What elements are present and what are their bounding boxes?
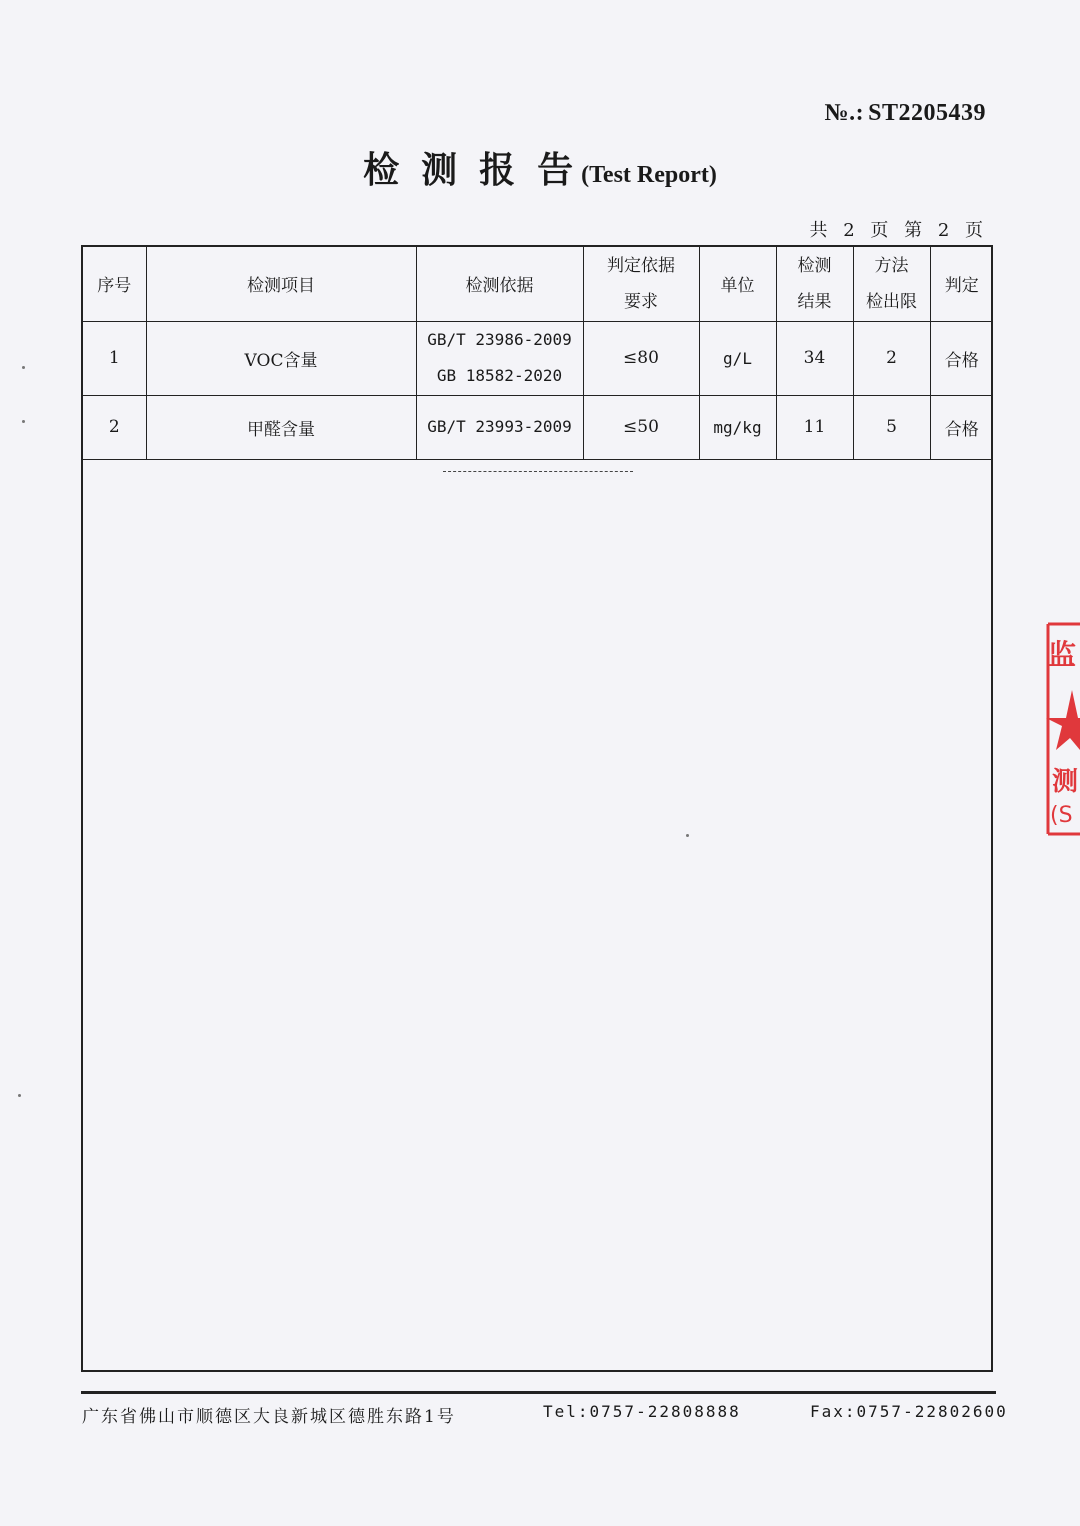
footer-fax: Fax:0757-22802600 <box>810 1402 1008 1421</box>
row-basis-line: GB/T 23993-2009 <box>427 417 572 436</box>
header-result <box>776 247 853 321</box>
row-verdict: 合格 <box>930 395 993 459</box>
row-seq: 2 <box>83 395 146 459</box>
end-of-table-mark <box>443 471 633 472</box>
row-basis <box>416 395 583 459</box>
row-result: 11 <box>776 395 853 459</box>
row-requirement: ≤50 <box>583 395 699 459</box>
header-limit-line1: 方法 <box>874 255 909 276</box>
table-header-row <box>83 247 993 321</box>
scan-speck <box>686 834 689 837</box>
row-item: VOC含量 <box>146 321 416 395</box>
header-result-line1: 检测 <box>797 255 832 276</box>
stamp-char: (S <box>1050 803 1073 828</box>
header-verdict: 判定 <box>930 247 993 321</box>
row-unit: mg/kg <box>699 395 776 459</box>
scan-speck <box>22 366 25 369</box>
report-title-en: (Test Report) <box>581 162 717 188</box>
report-title <box>0 142 1080 193</box>
stamp-star-icon <box>1046 690 1080 750</box>
header-result-line2: 结果 <box>797 291 832 312</box>
report-frame <box>81 245 993 1372</box>
table-row <box>83 395 993 459</box>
header-requirement-line1: 判定依据 <box>607 255 675 276</box>
header-limit <box>853 247 930 321</box>
footer-divider <box>81 1391 996 1394</box>
stamp-char: 测 <box>1052 767 1079 797</box>
report-number <box>825 100 986 127</box>
red-seal-stamp <box>1042 618 1080 840</box>
header-seq: 序号 <box>83 247 146 321</box>
header-limit-line2: 检出限 <box>866 291 917 312</box>
row-unit: g/L <box>699 321 776 395</box>
row-limit: 2 <box>853 321 930 395</box>
footer-tel: Tel:0757-22808888 <box>543 1402 741 1421</box>
header-requirement-line2: 要求 <box>624 291 658 312</box>
report-number-label: №.: <box>824 100 865 126</box>
report-title-cn: 检测报告 <box>363 150 596 191</box>
footer-address: 广东省佛山市顺德区大良新城区德胜东路1号 <box>82 1407 456 1427</box>
table-row <box>83 321 993 395</box>
row-basis <box>416 321 583 395</box>
row-limit: 5 <box>853 395 930 459</box>
row-requirement: ≤80 <box>583 321 699 395</box>
header-item: 检测项目 <box>146 247 416 321</box>
row-seq: 1 <box>83 321 146 395</box>
stamp-char: 监 <box>1048 638 1077 671</box>
scan-speck <box>22 420 25 423</box>
header-unit: 单位 <box>699 247 776 321</box>
report-number-value: ST2205439 <box>868 100 986 126</box>
header-basis: 检测依据 <box>416 247 583 321</box>
row-basis-line: GB/T 23986-2009 <box>427 330 572 349</box>
row-result: 34 <box>776 321 853 395</box>
row-verdict: 合格 <box>930 321 993 395</box>
row-item: 甲醛含量 <box>146 395 416 459</box>
header-requirement <box>583 247 699 321</box>
row-basis-line: GB 18582-2020 <box>436 366 563 385</box>
results-table <box>83 247 993 460</box>
scan-speck <box>18 1094 21 1097</box>
page-indicator: 共 2 页 第 2 页 <box>809 220 986 241</box>
